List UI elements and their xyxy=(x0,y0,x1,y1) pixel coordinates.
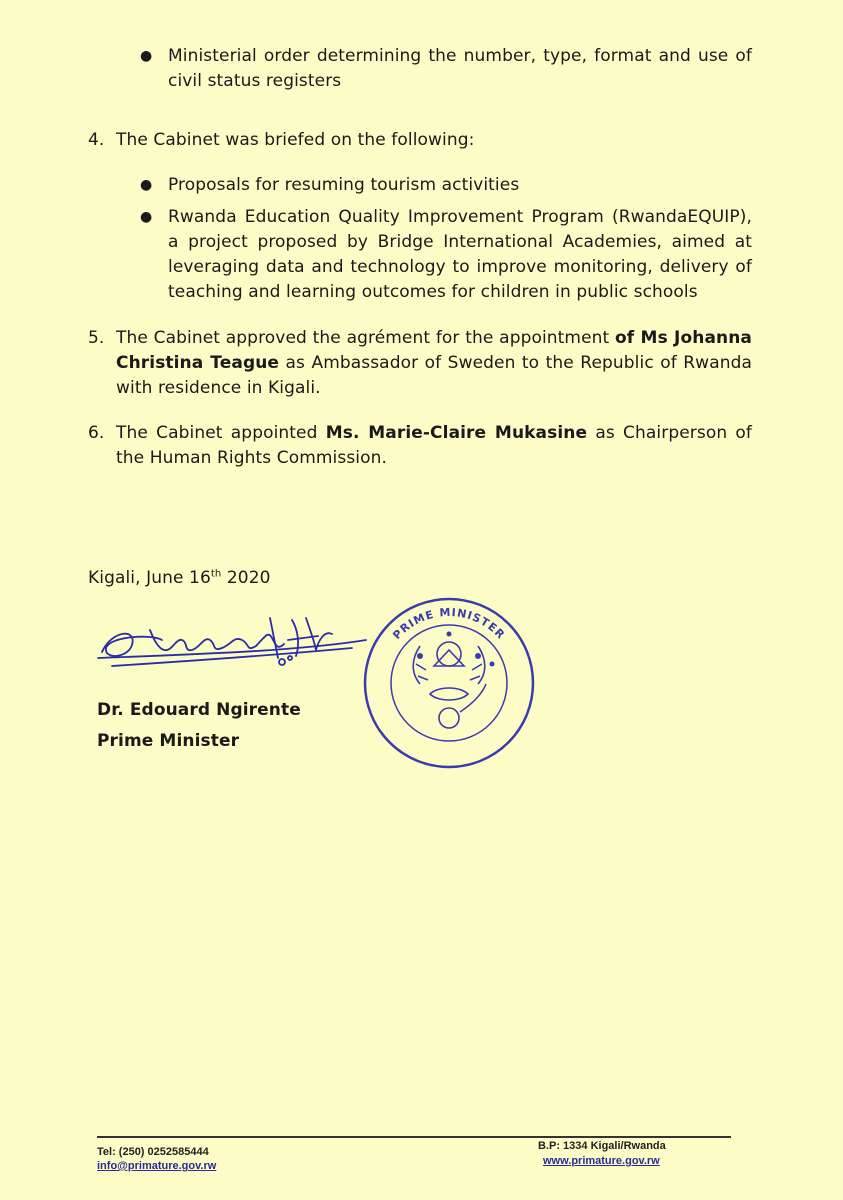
date-line xyxy=(88,566,271,591)
bullet-text: Rwanda Education Quality Improvement Program (RwandaEQUIP), a project proposed by Bridge International Academies, aimed at leveraging data and technology to improve monitoring, delivery of teaching and learning outcomes for children in public schools xyxy=(168,207,752,302)
signatory-title: Prime Minister xyxy=(97,731,240,751)
item-4 xyxy=(88,128,474,153)
ambassador-name: of Ms Johanna Christina Teague xyxy=(116,328,752,373)
item-text-post: as Ambassador of Sweden to the Republic of Rwanda with residence in Kigali. xyxy=(116,353,752,398)
bullet-tourism xyxy=(140,173,752,198)
footer-divider xyxy=(97,1136,731,1138)
item-6 xyxy=(88,421,752,471)
prime-minister-seal xyxy=(360,594,538,772)
item-text: The Cabinet was briefed on the following: xyxy=(116,130,475,150)
bullet-marker: ● xyxy=(140,48,153,64)
signature xyxy=(92,600,372,678)
footer-postal: B.P: 1334 Kigali/Rwanda xyxy=(538,1140,666,1152)
bullet-text: Ministerial order determining the number, type, format and use of civil status registers xyxy=(168,46,752,91)
bullet-marker: ● xyxy=(140,209,153,225)
date-year: 2020 xyxy=(221,568,271,588)
item-number: 5. xyxy=(88,328,105,348)
bullet-text: Proposals for resuming tourism activities xyxy=(168,175,520,195)
date-suffix: th xyxy=(210,568,222,580)
footer-tel: Tel: (250) 0252585444 xyxy=(97,1146,209,1158)
item-number: 6. xyxy=(88,423,105,443)
footer-email-link[interactable]: info@primature.gov.rw xyxy=(97,1160,217,1172)
item-text-post: as Chairperson of the Human Rights Commission. xyxy=(116,423,753,468)
bullet-marker: ● xyxy=(140,177,153,193)
bullet-civil-status xyxy=(140,44,752,94)
item-text xyxy=(116,326,752,401)
item-5 xyxy=(88,326,752,401)
chairperson-name: Ms. Marie-Claire Mukasine xyxy=(325,423,588,443)
item-text xyxy=(116,421,752,471)
item-text-pre: The Cabinet appointed xyxy=(116,423,326,443)
bullet-rwandaequip xyxy=(140,205,752,305)
date-place: Kigali, June 16 xyxy=(88,568,211,588)
item-number: 4. xyxy=(88,130,105,150)
footer-website-link[interactable]: www.primature.gov.rw xyxy=(543,1155,660,1167)
item-text-pre: The Cabinet approved the agrément for the appointment xyxy=(116,328,616,348)
seal-text: PRIME MINISTER xyxy=(390,605,508,642)
signatory-name: Dr. Edouard Ngirente xyxy=(97,700,301,720)
